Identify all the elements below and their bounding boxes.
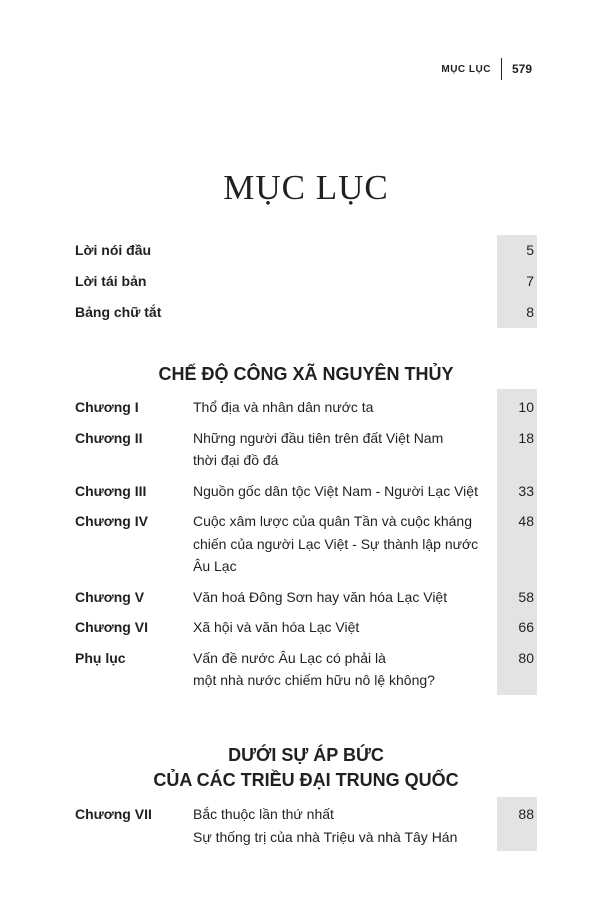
chapter-title-line: chiến của người Lạc Việt - Sự thành lập nước <box>193 535 479 552</box>
chapter-title <box>193 510 493 578</box>
toc-entry[interactable] <box>75 480 537 503</box>
chapter-label: Phụ lục <box>75 649 126 666</box>
toc-entry[interactable] <box>75 396 537 419</box>
running-header <box>441 58 532 80</box>
section-heading-line: CỦA CÁC TRIỀU ĐẠI TRUNG QUỐC <box>153 770 459 790</box>
toc-entry-page: 8 <box>526 304 534 320</box>
chapter-title-line: Xã hội và văn hóa Lạc Việt <box>193 619 360 635</box>
toc-entry[interactable] <box>75 510 537 578</box>
chapter-label: Chương III <box>75 482 147 499</box>
toc-entry-title: Bảng chữ tắt <box>75 304 162 320</box>
chapter-title <box>193 803 493 848</box>
toc-entry-page: 80 <box>518 649 534 666</box>
chapter-title-line: một nhà nước chiếm hữu nô lệ không? <box>193 672 435 688</box>
toc-entry-page: 7 <box>526 273 534 289</box>
chapter-title-line: Những người đầu tiên trên đất Việt Nam <box>193 429 444 446</box>
toc-entry[interactable] <box>75 586 537 609</box>
toc-entry[interactable] <box>75 616 537 639</box>
section-heading <box>0 362 612 387</box>
chapter-title <box>193 616 493 639</box>
toc-entry-page: 33 <box>518 482 534 499</box>
chapter-list <box>75 389 537 695</box>
toc-entry-title: Lời tái bản <box>75 273 147 289</box>
chapter-title <box>193 396 493 419</box>
toc-entry[interactable] <box>75 647 537 692</box>
front-matter-list <box>75 235 537 328</box>
toc-entry-page: 48 <box>518 513 534 529</box>
section-heading-line: CHẾ ĐỘ CÔNG XÃ NGUYÊN THỦY <box>158 364 454 384</box>
chapter-title-line: Bắc thuộc lần thứ nhất <box>193 806 334 822</box>
section-heading <box>0 743 612 793</box>
chapter-title-line: Sự thống trị của nhà Triệu và nhà Tây Hán <box>193 828 458 845</box>
chapter-label: Chương II <box>75 429 143 446</box>
chapter-title <box>193 647 493 692</box>
toc-entry-page: 88 <box>518 806 534 822</box>
toc-entry[interactable] <box>75 235 537 266</box>
toc-entry[interactable] <box>75 427 537 472</box>
page-number: 579 <box>511 62 532 76</box>
chapter-title-line: Thổ địa và nhân dân nước ta <box>193 399 374 415</box>
toc-entry[interactable] <box>75 266 537 297</box>
chapter-title-line: Âu Lạc <box>193 558 237 574</box>
toc-entry-page: 66 <box>518 619 534 635</box>
chapter-list <box>75 797 537 851</box>
toc-entry-title: Lời nói đầu <box>75 242 152 258</box>
page-title: MỤC LỤC <box>223 168 389 208</box>
chapter-title-line: Nguồn gốc dân tộc Việt Nam - Người Lạc Việt <box>193 482 478 499</box>
chapter-title <box>193 427 493 472</box>
toc-entry-page: 5 <box>526 242 534 258</box>
chapter-title-line: Văn hoá Đông Sơn hay văn hóa Lạc Việt <box>193 588 448 605</box>
chapter-title <box>193 586 493 609</box>
toc-entry-page: 58 <box>518 588 534 605</box>
chapter-label: Chương VI <box>75 619 148 635</box>
chapter-title-line: Vấn đề nước Âu Lạc có phải là <box>193 649 386 666</box>
toc-entry[interactable] <box>75 297 537 328</box>
toc-entry-page: 10 <box>518 399 534 415</box>
chapter-label: Chương V <box>75 588 145 605</box>
chapter-label: Chương IV <box>75 513 148 529</box>
section-heading-line: DƯỚI SỰ ÁP BỨC <box>228 745 384 765</box>
chapter-label: Chương I <box>75 399 139 415</box>
toc-entry[interactable] <box>75 803 537 848</box>
chapter-title-line: thời đại đồ đá <box>193 452 279 468</box>
running-title: MỤC LỤC <box>441 63 491 75</box>
chapter-label: Chương VII <box>75 806 152 822</box>
toc-entry-page: 18 <box>518 429 534 446</box>
chapter-title <box>193 480 493 503</box>
chapter-title-line: Cuộc xâm lược của quân Tần và cuộc kháng <box>193 513 473 529</box>
